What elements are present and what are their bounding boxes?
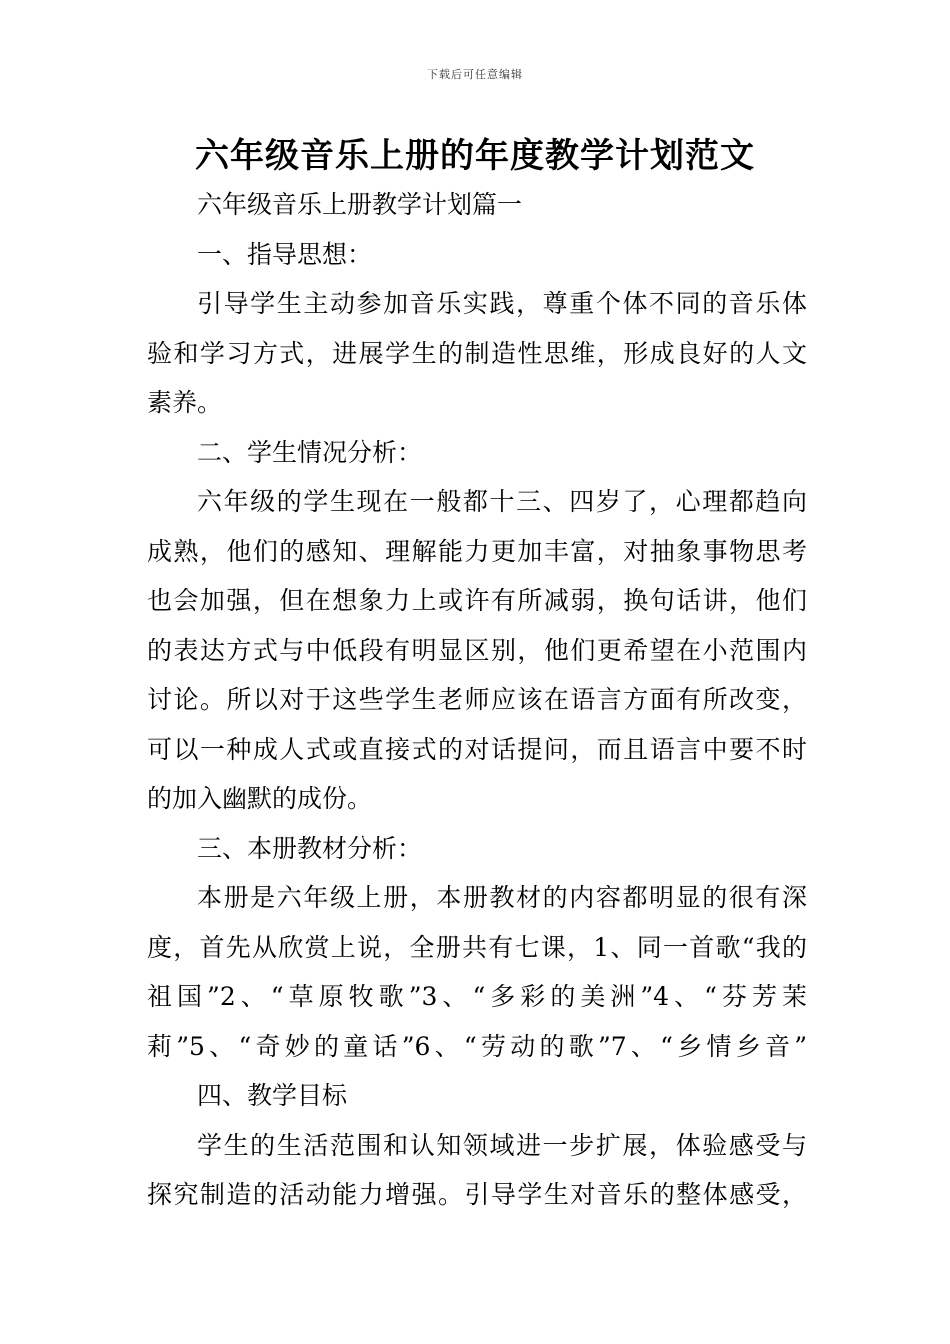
section-heading: 一、指导思想： xyxy=(197,239,373,269)
paragraph-line: 六年级的学生现在一般都十三、四岁了，心理都趋向 xyxy=(197,487,807,516)
paragraph-line: 引导学生主动参加音乐实践，尊重个体不同的音乐体 xyxy=(197,289,807,318)
paragraph-line: 讨论。所以对于这些学生老师应该在语言方面有所改变， xyxy=(147,685,807,714)
document-title: 六年级音乐上册的年度教学计划范文 xyxy=(195,136,755,176)
paragraph-line: 的加入幽默的成份。 xyxy=(147,784,373,813)
paragraph-line: 素养。 xyxy=(147,388,223,417)
paragraph-line: 莉”5、“奇妙的童话”6、“劳动的歌”7、“乡情乡音” xyxy=(147,1031,807,1061)
paragraph-line: 成熟，他们的感知、理解能力更加丰富，对抽象事物思考 xyxy=(147,536,807,566)
paragraph-line: 学生的生活范围和认知领域进一步扩展，体验感受与 xyxy=(197,1130,807,1160)
paragraph-line: 也会加强，但在想象力上或许有所减弱，换句话讲，他们 xyxy=(147,586,807,615)
paragraph-line: 验和学习方式，进展学生的制造性思维，形成良好的人文 xyxy=(147,338,807,368)
section-heading: 四、教学目标 xyxy=(197,1081,348,1110)
paragraph-line: 探究制造的活动能力增强。引导学生对音乐的整体感受， xyxy=(147,1180,807,1209)
header-note: 下载后可任意编辑 xyxy=(427,68,523,81)
paragraph-line: 可以一种成人式或直接式的对话提问，而且语言中要不时 xyxy=(147,734,807,764)
section-heading: 六年级音乐上册教学计划篇一 xyxy=(197,190,523,219)
section-heading: 二、学生情况分析： xyxy=(197,437,423,467)
paragraph-line: 的表达方式与中低段有明显区别，他们更希望在小范围内 xyxy=(147,635,807,665)
paragraph-line: 度，首先从欣赏上说，全册共有七课，1、同一首歌“我的 xyxy=(147,932,807,962)
document-body xyxy=(147,180,807,1220)
section-heading: 三、本册教材分析： xyxy=(197,833,423,863)
paragraph-line: 祖国”2、“草原牧歌”3、“多彩的美洲”4、“芬芳茉 xyxy=(147,982,807,1011)
paragraph-line: 本册是六年级上册，本册教材的内容都明显的很有深 xyxy=(197,883,807,912)
